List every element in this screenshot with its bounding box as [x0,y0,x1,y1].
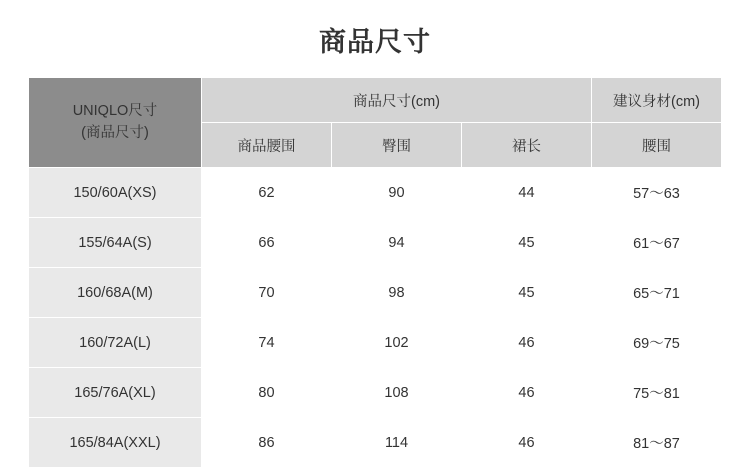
row-cell-length: 44 [462,168,592,218]
row-cell-waist: 80 [202,368,332,418]
row-size-label: 150/60A(XS) [29,168,202,218]
row-cell-waist: 74 [202,318,332,368]
table-row [29,368,722,418]
row-cell-waist: 70 [202,268,332,318]
row-cell-waist: 86 [202,418,332,468]
row-cell-hip: 90 [332,168,462,218]
size-table [28,77,722,468]
row-cell-hip: 98 [332,268,462,318]
row-cell-hip: 94 [332,218,462,268]
row-cell-body-waist: 81～87 [592,418,722,468]
row-size-label: 160/68A(M) [29,268,202,318]
row-cell-hip: 108 [332,368,462,418]
table-row [29,268,722,318]
corner-header-cell [29,78,202,168]
sub-header-length: 裙长 [462,123,592,168]
row-cell-hip: 102 [332,318,462,368]
table-row [29,218,722,268]
table-header-row-group [29,78,722,123]
row-size-label: 160/72A(L) [29,318,202,368]
table-head [29,78,722,168]
row-size-label: 155/64A(S) [29,218,202,268]
sub-header-body-waist: 腰围 [592,123,722,168]
table-row [29,318,722,368]
row-cell-hip: 114 [332,418,462,468]
corner-header-line2: (商品尺寸) [81,124,149,141]
row-cell-body-waist: 57～63 [592,168,722,218]
table-body [29,168,722,468]
row-cell-waist: 62 [202,168,332,218]
row-size-label: 165/76A(XL) [29,368,202,418]
table-row [29,168,722,218]
row-cell-waist: 66 [202,218,332,268]
size-table-container [0,77,750,468]
page-title: 商品尺寸 [319,27,431,57]
group-header-recommended-body: 建议身材(cm) [592,78,722,123]
row-cell-body-waist: 75～81 [592,368,722,418]
row-cell-length: 46 [462,318,592,368]
group-header-product-size: 商品尺寸(cm) [202,78,592,123]
row-size-label: 165/84A(XXL) [29,418,202,468]
row-cell-body-waist: 65～71 [592,268,722,318]
row-cell-length: 46 [462,368,592,418]
row-cell-length: 45 [462,218,592,268]
table-row [29,418,722,468]
row-cell-body-waist: 61～67 [592,218,722,268]
row-cell-length: 46 [462,418,592,468]
sub-header-waist: 商品腰围 [202,123,332,168]
row-cell-body-waist: 69～75 [592,318,722,368]
sub-header-hip: 臀围 [332,123,462,168]
row-cell-length: 45 [462,268,592,318]
corner-header-line1: UNIQLO尺寸 [72,102,158,119]
